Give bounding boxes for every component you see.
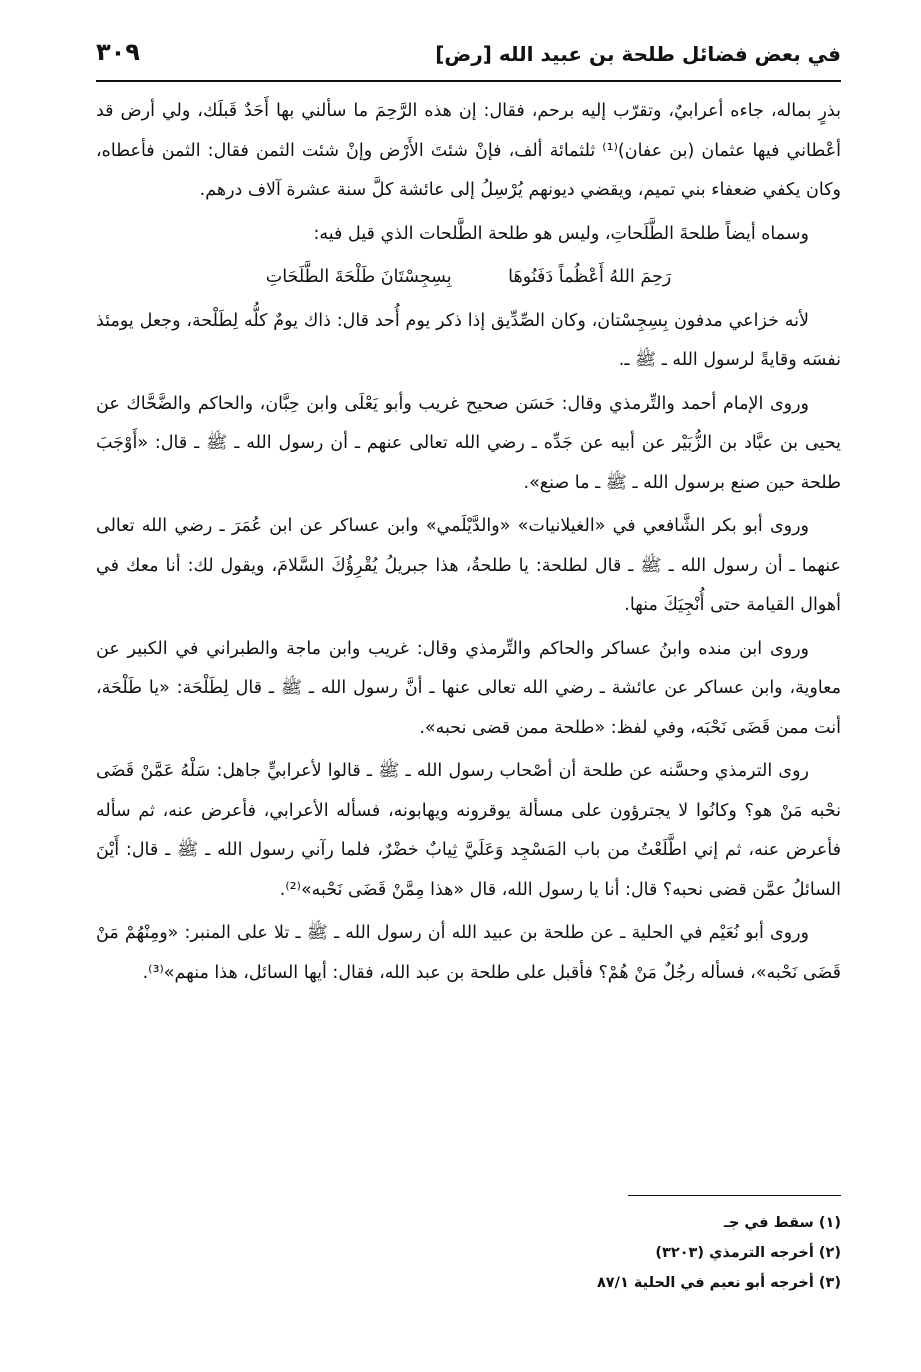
paragraph-4: وروى الإمام أحمد والتِّرمذي وقال: حَسَن صحيح غريب وأبو يَعْلَى وابن حِبَّان، والحاكم والضَّحَّاك عن يحيى بن عبَّاد بن الزُّبَيْر عن أبيه عن جَدِّه ـ رضي الله تعالى عنهم ـ أن رسول الله ـ ﷺ ـ قال: «أَوْجَبَ طلحة حين صنع برسول الله ـ ﷺ ـ ما صنع». xyxy=(96,393,841,493)
footnote-3: (٣) أخرجه أبو نعيم في الحلية ٨٧/١ xyxy=(596,1275,841,1291)
verse-hemistich-left: بِسِجِسْتَانَ طَلْحَةَ الطَّلَحَاتِ xyxy=(265,267,452,287)
page-header xyxy=(96,38,841,78)
running-title: في بعض فضائل طلحة بن عبيد الله [رض] xyxy=(435,42,841,66)
paragraph-5: وروى أبو بكر الشَّافعي في «الغيلانيات» «والدَّيْلَمي» وابن عساكر عن ابن عُمَرَ ـ رضي الله تعالى عنهما ـ أن رسول الله ـ ﷺ ـ قال لطلحة: يا طلحةُ، هذا جبريلُ يُقْرِؤُكَ السَّلامَ، ويقول لك: أنا معك في أهوال القيامة حتى أُنْجِيَكَ منها. xyxy=(96,516,841,615)
paragraph-1: بذرٍ بماله، جاءه أعرابيٌ، وتقرّب إليه برحم، فقال: إن هذه الرَّحِمَ ما سألني بها أَحَدٌ قَبلَك، ولي أرض قد أعْطاني فيها عثمان (بن عفان)⁽¹⁾ ثلثمائة ألف، فإنْ شئتَ الأَرْض وإنْ شئت الثمن فقال: الثمن فأعطاه، وكان يكفي ضعفاء بني تميم، ويقضي ديونهم يُرْسِلُ إلى عائشة كلَّ سنة عشرة آلاف درهم. xyxy=(96,101,841,200)
header-rule xyxy=(96,80,841,82)
page-number: ٣٠٩ xyxy=(96,38,140,66)
paragraph-6: وروى ابن منده وابنُ عساكر والحاكم والتِّرمذي وقال: غريب وابن ماجة والطبراني في الكبير عن معاوية، وابن عساكر عن عائشة ـ رضي الله تعالى عنها ـ أنَّ رسول الله ـ ﷺ ـ قال لِطَلْحَة: «يا طَلْحَة، أنت ممن قَضَى نَحْبَه، وفي لفظ: «طلحة ممن قضى نحبه». xyxy=(96,638,841,738)
poetry-verse xyxy=(96,258,841,298)
footnote-rule xyxy=(628,1195,841,1196)
paragraph-7: روى الترمذي وحسَّنه عن طلحة أن أصْحاب رسول الله ـ ﷺ ـ قالوا لأعرابيٍّ جاهل: سَلْهُ عَمَّنْ قَضَى نحْبه مَنْ هو؟ وكانُوا لا يجترؤون على مسألة يوقرونه ويهابونه، فسأله الأعرابي، فأعرض عنه، ثم سأله فأعرض عنه، ثم إني اطَّلَعْتُ من باب المَسْجِد وَعَلَيَّ ثِيابٌ خضْرٌ، فلما رآني رسول الله ـ ﷺ ـ قال: أَيْنَ السائلُ عمَّن قضى نحبه؟ قال: أنا يا رسول الله، قال «هذا مِمَّنْ قَضَى نَحْبه»⁽²⁾. xyxy=(96,761,841,900)
footnotes xyxy=(96,1208,841,1298)
paragraph-8: وروى أبو نُعَيْم في الحلية ـ عن طلحة بن عبيد الله أن رسول الله ـ ﷺ ـ تلا على المنبر: «ومِنْهُمْ مَنْ قَضَى نَحْبه»، فسأله رجُلٌ مَنْ هُمْ؟ فأقبل على طلحة بن عبد الله، فقال: أيها السائل، هذا منهم»⁽³⁾. xyxy=(96,923,841,983)
footnote-2: (٢) أخرجه الترمذي (٣٢٠٣) xyxy=(655,1245,841,1261)
paragraph-2: وسماه أيضاً طلحةَ الطَّلَحاتِ، وليس هو طلحة الطَّلحات الذي قيل فيه: xyxy=(313,223,809,244)
verse-hemistich-right: رَحِمَ اللهُ أَعْظُماً دَفَنُوهَا xyxy=(508,267,672,287)
main-text xyxy=(96,92,841,997)
paragraph-3: لأنه خزاعي مدفون بِسِجِسْتان، وكان الصِّدِّيق إذا ذكر يوم أُحد قال: ذاك يومٌ كلُّه لِطَلْحة، وجعل يومئذ نفسَه وقايةً لرسول الله ـ ﷺ ـ. xyxy=(96,310,841,370)
footnote-1: (١) سقط في جـ xyxy=(723,1215,841,1231)
